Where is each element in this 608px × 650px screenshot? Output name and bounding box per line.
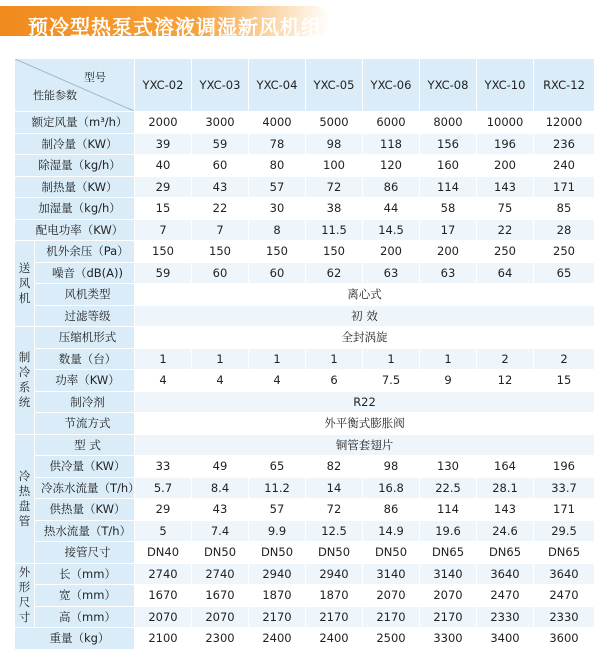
model-header: YXC-03: [192, 59, 249, 112]
value-cell: 2070: [363, 585, 420, 607]
value-cell: DN50: [192, 542, 249, 564]
param-label: 额定风量（m³/h）: [15, 112, 135, 134]
value-cell: 62: [306, 262, 363, 284]
table-row: [15, 327, 595, 349]
value-cell: 59: [192, 133, 249, 155]
spec-table: [14, 58, 595, 650]
value-cell: DN65: [534, 542, 595, 564]
table-row: [15, 262, 595, 284]
group-label-text: 送风机: [18, 261, 31, 305]
model-header: YXC-06: [363, 59, 420, 112]
table-row: [15, 542, 595, 564]
param-label: 制热量（KW）: [15, 176, 135, 198]
table-row: [15, 198, 595, 220]
value-cell: 7.4: [192, 520, 249, 542]
table-row: [15, 176, 595, 198]
value-cell: 1670: [135, 585, 192, 607]
value-cell: 28: [534, 219, 595, 241]
param-label: 机外余压（Pa）: [35, 241, 135, 263]
value-cell: 143: [477, 499, 534, 521]
param-label: 接管尺寸: [35, 542, 135, 564]
model-header: YXC-10: [477, 59, 534, 112]
value-cell: 60: [249, 262, 306, 284]
value-cell: 3600: [534, 628, 595, 650]
value-cell: 5: [135, 520, 192, 542]
value-cell: 11.5: [306, 219, 363, 241]
value-cell: 1: [363, 348, 420, 370]
value-cell: 100: [306, 155, 363, 177]
value-cell: 12: [477, 370, 534, 392]
value-cell: 57: [249, 499, 306, 521]
table-row: [15, 628, 595, 650]
value-cell: 44: [363, 198, 420, 220]
table-row: [15, 219, 595, 241]
value-cell: 17: [420, 219, 477, 241]
value-cell: 49: [192, 456, 249, 478]
model-header: YXC-02: [135, 59, 192, 112]
value-cell: 38: [306, 198, 363, 220]
value-cell: 114: [420, 176, 477, 198]
value-cell: 250: [534, 241, 595, 263]
group-label: [15, 563, 35, 628]
table-row: [15, 434, 595, 456]
model-header: RXC-12: [534, 59, 595, 112]
value-cell: 14.9: [363, 520, 420, 542]
param-label: 制冷量（KW）: [15, 133, 135, 155]
value-cell: 28.1: [477, 477, 534, 499]
table-row: [15, 391, 595, 413]
table-row: [15, 585, 595, 607]
value-cell: 150: [306, 241, 363, 263]
value-cell: 2070: [192, 606, 249, 628]
value-cell: 3640: [477, 563, 534, 585]
merged-value-cell: 离心式: [135, 284, 595, 306]
value-cell: 19.6: [420, 520, 477, 542]
group-label: [15, 327, 35, 435]
value-cell: 143: [477, 176, 534, 198]
table-row: [15, 370, 595, 392]
value-cell: DN65: [420, 542, 477, 564]
value-cell: 4: [249, 370, 306, 392]
value-cell: 16.8: [363, 477, 420, 499]
param-label: 功率（KW）: [35, 370, 135, 392]
model-header: YXC-08: [420, 59, 477, 112]
table-row: [15, 563, 595, 585]
value-cell: 6000: [363, 112, 420, 134]
param-label: 供热量（KW）: [35, 499, 135, 521]
value-cell: 2: [477, 348, 534, 370]
value-cell: 39: [135, 133, 192, 155]
value-cell: 200: [477, 155, 534, 177]
value-cell: 5000: [306, 112, 363, 134]
value-cell: 98: [306, 133, 363, 155]
group-label-text: 外形尺寸: [18, 565, 31, 625]
value-cell: 58: [420, 198, 477, 220]
param-label: 热水流量（T/h）: [35, 520, 135, 542]
value-cell: 1670: [192, 585, 249, 607]
value-cell: 2070: [420, 585, 477, 607]
value-cell: 2170: [363, 606, 420, 628]
table-row: [15, 477, 595, 499]
param-label: 压缩机形式: [35, 327, 135, 349]
value-cell: 43: [192, 499, 249, 521]
value-cell: 12.5: [306, 520, 363, 542]
param-label: 制冷剂: [35, 391, 135, 413]
value-cell: 156: [420, 133, 477, 155]
value-cell: 33: [135, 456, 192, 478]
param-label: 加湿量（kg/h）: [15, 198, 135, 220]
value-cell: 196: [477, 133, 534, 155]
value-cell: 11.2: [249, 477, 306, 499]
value-cell: 65: [249, 456, 306, 478]
title-banner: [0, 6, 330, 39]
value-cell: 7: [192, 219, 249, 241]
table-row: [15, 413, 595, 435]
param-label: 型 式: [35, 434, 135, 456]
value-cell: DN50: [306, 542, 363, 564]
value-cell: 63: [363, 262, 420, 284]
value-cell: 2170: [306, 606, 363, 628]
value-cell: 8000: [420, 112, 477, 134]
value-cell: 2500: [363, 628, 420, 650]
value-cell: 15: [534, 370, 595, 392]
value-cell: 250: [477, 241, 534, 263]
param-label: 配电功率（KW）: [15, 219, 135, 241]
group-label: [15, 434, 35, 563]
value-cell: 118: [363, 133, 420, 155]
value-cell: 3640: [534, 563, 595, 585]
value-cell: 150: [192, 241, 249, 263]
value-cell: 30: [249, 198, 306, 220]
value-cell: 86: [363, 499, 420, 521]
model-header: YXC-05: [306, 59, 363, 112]
value-cell: 4000: [249, 112, 306, 134]
param-label: 供冷量（KW）: [35, 456, 135, 478]
model-header: YXC-04: [249, 59, 306, 112]
value-cell: DN50: [249, 542, 306, 564]
value-cell: 8.4: [192, 477, 249, 499]
value-cell: 114: [420, 499, 477, 521]
value-cell: 72: [306, 176, 363, 198]
value-cell: 63: [420, 262, 477, 284]
value-cell: 2330: [534, 606, 595, 628]
value-cell: 1: [420, 348, 477, 370]
value-cell: 3000: [192, 112, 249, 134]
table-row: [15, 499, 595, 521]
value-cell: 33.7: [534, 477, 595, 499]
value-cell: 22: [192, 198, 249, 220]
param-label: 数量（台）: [35, 348, 135, 370]
value-cell: 2: [534, 348, 595, 370]
value-cell: 120: [363, 155, 420, 177]
value-cell: 1: [135, 348, 192, 370]
value-cell: 64: [477, 262, 534, 284]
table-row: [15, 606, 595, 628]
value-cell: 2300: [192, 628, 249, 650]
value-cell: 10000: [477, 112, 534, 134]
value-cell: 236: [534, 133, 595, 155]
value-cell: 40: [135, 155, 192, 177]
value-cell: 60: [192, 155, 249, 177]
merged-value-cell: R22: [135, 391, 595, 413]
value-cell: 60: [192, 262, 249, 284]
header-row: [15, 59, 595, 112]
value-cell: 130: [420, 456, 477, 478]
value-cell: 29: [135, 499, 192, 521]
value-cell: 29: [135, 176, 192, 198]
param-label: 风机类型: [35, 284, 135, 306]
value-cell: 65: [534, 262, 595, 284]
group-label: [15, 241, 35, 327]
param-label: 重量（kg）: [15, 628, 135, 650]
param-label: 节流方式: [35, 413, 135, 435]
value-cell: 29.5: [534, 520, 595, 542]
value-cell: 2400: [306, 628, 363, 650]
value-cell: 196: [534, 456, 595, 478]
table-row: [15, 456, 595, 478]
param-label: 过滤等级: [35, 305, 135, 327]
param-label: 冷冻水流量（T/h）: [35, 477, 135, 499]
value-cell: 22.5: [420, 477, 477, 499]
value-cell: 14: [306, 477, 363, 499]
value-cell: 12000: [534, 112, 595, 134]
value-cell: 200: [420, 241, 477, 263]
param-label: 噪音（dB(A)): [35, 262, 135, 284]
value-cell: 85: [534, 198, 595, 220]
value-cell: 3300: [420, 628, 477, 650]
header-diagonal-cell: [15, 59, 135, 112]
table-row: [15, 155, 595, 177]
value-cell: 200: [363, 241, 420, 263]
merged-value-cell: 铜管套翅片: [135, 434, 595, 456]
table-row: [15, 284, 595, 306]
value-cell: 9: [420, 370, 477, 392]
value-cell: 4: [135, 370, 192, 392]
value-cell: 4: [192, 370, 249, 392]
value-cell: DN50: [363, 542, 420, 564]
model-header-label: 型号: [84, 71, 106, 84]
group-label-text: 制冷系统: [18, 350, 31, 410]
merged-value-cell: 外平衡式膨胀阀: [135, 413, 595, 435]
value-cell: 2000: [135, 112, 192, 134]
value-cell: 2170: [249, 606, 306, 628]
value-cell: 78: [249, 133, 306, 155]
value-cell: 80: [249, 155, 306, 177]
value-cell: 2470: [534, 585, 595, 607]
table-row: [15, 112, 595, 134]
value-cell: 3400: [477, 628, 534, 650]
value-cell: 1: [192, 348, 249, 370]
value-cell: 43: [192, 176, 249, 198]
value-cell: 6: [306, 370, 363, 392]
value-cell: 9.9: [249, 520, 306, 542]
value-cell: 5.7: [135, 477, 192, 499]
value-cell: 98: [363, 456, 420, 478]
value-cell: 2470: [477, 585, 534, 607]
value-cell: 2100: [135, 628, 192, 650]
merged-value-cell: 初 效: [135, 305, 595, 327]
value-cell: 1: [249, 348, 306, 370]
value-cell: 7.5: [363, 370, 420, 392]
value-cell: 8: [249, 219, 306, 241]
value-cell: 15: [135, 198, 192, 220]
value-cell: 160: [420, 155, 477, 177]
value-cell: 150: [135, 241, 192, 263]
value-cell: 72: [306, 499, 363, 521]
param-label: 长（mm）: [35, 563, 135, 585]
value-cell: 171: [534, 499, 595, 521]
param-header-label: 性能参数: [33, 89, 77, 102]
value-cell: 57: [249, 176, 306, 198]
value-cell: 164: [477, 456, 534, 478]
param-label: 宽（mm）: [35, 585, 135, 607]
value-cell: 3140: [363, 563, 420, 585]
value-cell: 2070: [135, 606, 192, 628]
value-cell: DN40: [135, 542, 192, 564]
value-cell: 22: [477, 219, 534, 241]
value-cell: 150: [249, 241, 306, 263]
value-cell: 171: [534, 176, 595, 198]
value-cell: 3140: [420, 563, 477, 585]
table-row: [15, 305, 595, 327]
value-cell: 2330: [477, 606, 534, 628]
value-cell: 24.6: [477, 520, 534, 542]
value-cell: 75: [477, 198, 534, 220]
value-cell: 2740: [192, 563, 249, 585]
value-cell: 2400: [249, 628, 306, 650]
value-cell: 82: [306, 456, 363, 478]
page-title: 预冷型热泵式溶液调湿新风机组: [28, 15, 322, 39]
merged-value-cell: 全封涡旋: [135, 327, 595, 349]
value-cell: 2940: [249, 563, 306, 585]
table-row: [15, 348, 595, 370]
table-row: [15, 133, 595, 155]
value-cell: 2170: [420, 606, 477, 628]
value-cell: 59: [135, 262, 192, 284]
value-cell: 14.5: [363, 219, 420, 241]
value-cell: 1870: [306, 585, 363, 607]
group-label-text: 冷热盘管: [18, 468, 31, 528]
value-cell: 1870: [249, 585, 306, 607]
table-row: [15, 241, 595, 263]
table-row: [15, 520, 595, 542]
value-cell: 7: [135, 219, 192, 241]
value-cell: 1: [306, 348, 363, 370]
value-cell: 86: [363, 176, 420, 198]
param-label: 高（mm）: [35, 606, 135, 628]
value-cell: 2940: [306, 563, 363, 585]
value-cell: 2740: [135, 563, 192, 585]
value-cell: DN65: [477, 542, 534, 564]
param-label: 除湿量（kg/h）: [15, 155, 135, 177]
value-cell: 240: [534, 155, 595, 177]
